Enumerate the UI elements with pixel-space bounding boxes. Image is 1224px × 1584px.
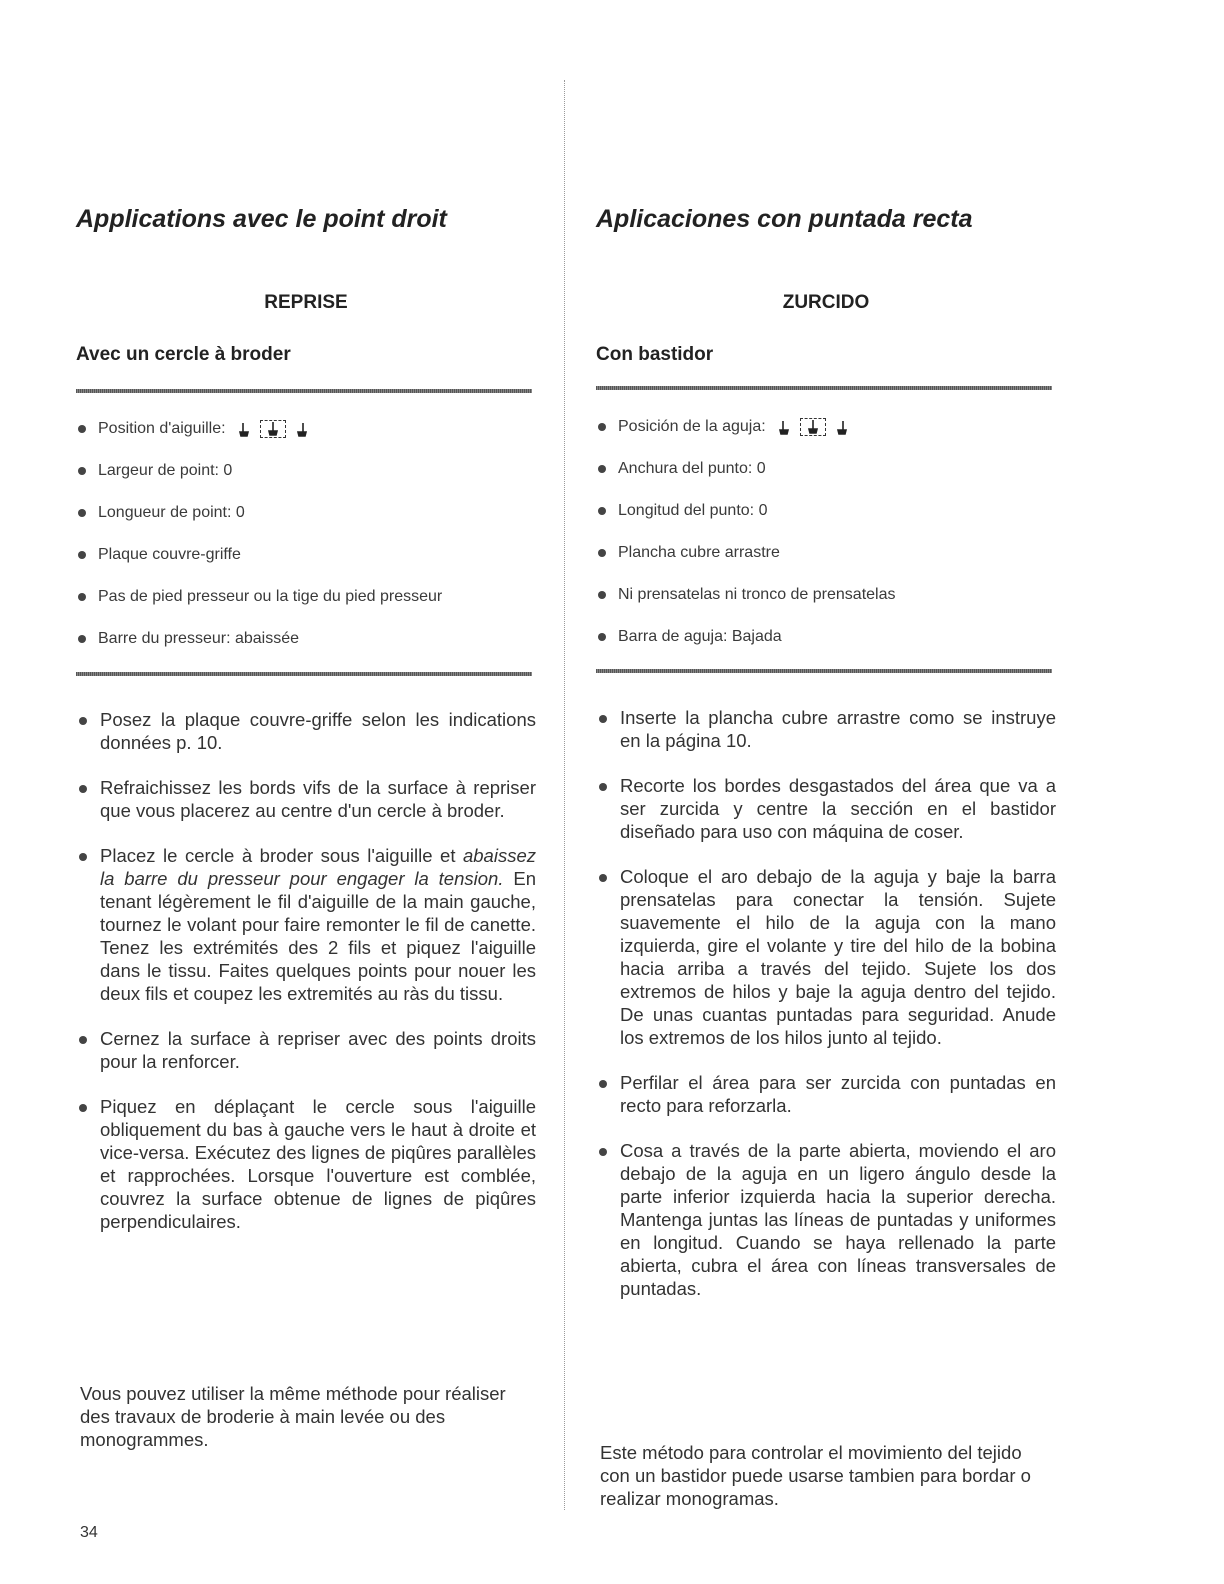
instruction-item: Refraichissez les bords vifs de la surface à repriser que vous placerez au centre d'un cercle à broder. — [76, 776, 536, 822]
setting-item: Barra de aguja: Bajada — [596, 616, 1056, 658]
setting-item: Posición de la aguja: — [596, 406, 1056, 448]
settings-list — [76, 408, 536, 660]
instruction-item: Cosa a través de la parte abierta, moviendo el aro debajo de la aguja en un ligero ángulo desde la parte inferior izquierda hacia la superior derecha. Mantenga juntas las líneas de puntadas y uniformes en longitud. Cuando se haya rellenado la parte abierta, cubra el área con líneas transversales de puntadas. — [596, 1139, 1056, 1300]
setting-item: Pas de pied presseur ou la tige du pied presseur — [76, 576, 536, 618]
subheading-cercle: Avec un cercle à broder — [76, 344, 291, 365]
needle-position-icon — [778, 418, 848, 436]
rule-top — [596, 386, 1052, 390]
setting-item: Barre du presseur: abaissée — [76, 618, 536, 660]
rule-bottom — [76, 672, 532, 676]
rule-bottom — [596, 669, 1052, 673]
setting-item: Plaque couvre-griffe — [76, 534, 536, 576]
setting-item: Anchura del punto: 0 — [596, 448, 1056, 490]
needle-position-icon — [238, 420, 308, 438]
setting-item: Ni prensatelas ni tronco de prensatelas — [596, 574, 1056, 616]
column-divider — [564, 80, 565, 1510]
instruction-item: Cernez la surface à repriser avec des points droits pour la renforcer. — [76, 1027, 536, 1073]
instruction-item: Recorte los bordes desgastados del área que va a ser zurcida y centre la sección en el bastidor diseñado para uso con máquina de coser. — [596, 774, 1056, 843]
setting-item: Longitud del punto: 0 — [596, 490, 1056, 532]
instruction-item: Placez le cercle à broder sous l'aiguille et abaissez la barre du presseur pour engager la tension. En tenant légèrement le fil d'aiguille de la main gauche, tournez le volant pour faire remonter le fil de canette. Tenez les extrémités des 2 fils et piquez l'aiguille dans le tissu. Faites quelques points pour nouer les deux fils et coupez les extremités au ràs du tissu. — [76, 844, 536, 1005]
setting-item: Longueur de point: 0 — [76, 492, 536, 534]
instruction-item: Posez la plaque couvre-griffe selon les indications données p. 10. — [76, 708, 536, 754]
settings-list — [596, 406, 1056, 658]
page-number: 34 — [80, 1524, 98, 1541]
section-heading-reprise: REPRISE — [264, 292, 348, 313]
setting-item: Largeur de point: 0 — [76, 450, 536, 492]
page-title-french: Applications avec le point droit — [76, 205, 447, 233]
page-title-spanish: Aplicaciones con puntada recta — [596, 205, 973, 233]
setting-item: Position d'aiguille: — [76, 408, 536, 450]
setting-item: Plancha cubre arrastre — [596, 532, 1056, 574]
instruction-item: Coloque el aro debajo de la aguja y baje la barra prensatelas para conectar la tensión. Sujete suavemente el hilo de la aguja con la mano izquierda, gire el volante y tire del hilo de la bobina hacia arriba a través del tejido. Sujete los dos extremos de hilos y baje la aguja dentro del tejido. De unas cuantas puntadas para seguridad. Anude los extremos de los hilos junto al tejido. — [596, 865, 1056, 1049]
instructions-list — [596, 706, 1056, 1322]
instruction-item: Inserte la plancha cubre arrastre como se instruye en la página 10. — [596, 706, 1056, 752]
instructions-list — [76, 708, 536, 1255]
subheading-bastidor: Con bastidor — [596, 344, 714, 365]
closing-paragraph: Vous pouvez utiliser la même méthode pour réaliser des travaux de broderie à main levée ou des monogrammes. — [80, 1383, 506, 1450]
instruction-item: Piquez en déplaçant le cercle sous l'aiguille obliquement du bas à gauche vers le haut à droite et vice-versa. Exécutez des lignes de piqûres parallèles et rapprochées. Lorsque l'ouverture est comblée, couvrez la surface obtenue de lignes de piqûres perpendiculaires. — [76, 1095, 536, 1233]
instruction-item: Perfilar el área para ser zurcida con puntadas en recto para reforzarla. — [596, 1071, 1056, 1117]
section-heading-zurcido: ZURCIDO — [782, 292, 870, 313]
closing-paragraph: Este método para controlar el movimiento del tejido con un bastidor puede usarse tambien para bordar o realizar monogramas. — [600, 1442, 1031, 1509]
rule-top — [76, 389, 532, 393]
